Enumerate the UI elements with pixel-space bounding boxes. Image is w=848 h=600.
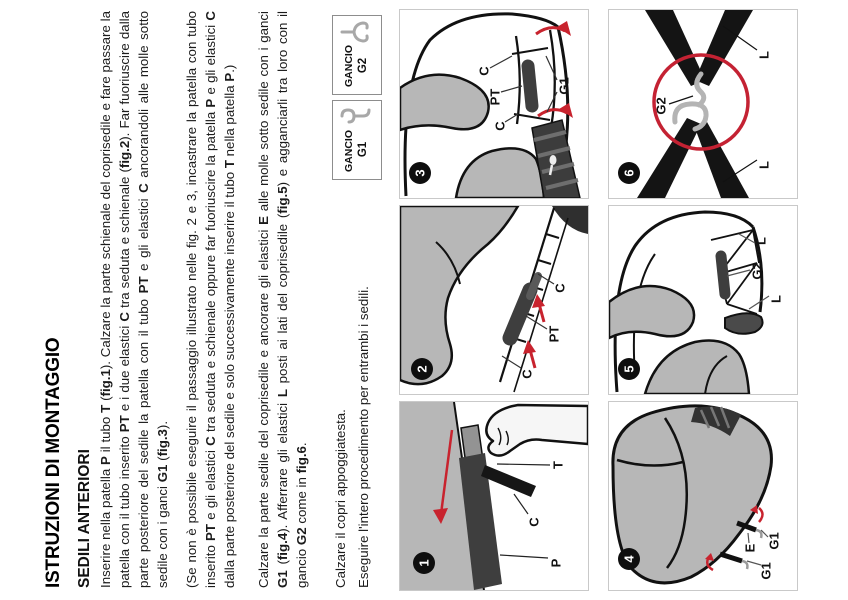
figure-illustration: [609, 206, 797, 394]
figure-number: 5: [621, 365, 637, 373]
figure-illustration: [400, 402, 588, 590]
page-title: ISTRUZIONI DI MONTAGGIO: [43, 337, 64, 588]
figure-illustration: [400, 10, 588, 198]
part-label: G1: [556, 77, 572, 95]
figure-number: 4: [621, 555, 637, 563]
figure-panel-2: [399, 205, 589, 395]
instruction-paragraph-1: Inserire nella patella P il tubo T (fig.1). Calzare la parte schienale del coprisedile e fare passare la patella con il tubo inserito PT e i due elastici C tra seduta e schienale (fig.2). Far fuoriuscire dalla parte posteriore del sedile la patella con il tubo PT e gli elastici C ancorandoli alle molle sotto sedile con i ganci G1 (fig.3).: [98, 10, 170, 588]
figure-panel-6: [608, 9, 798, 199]
part-label: L: [756, 51, 772, 59]
part-label: C: [519, 369, 535, 379]
legend-code: G2: [357, 57, 370, 74]
figure-number: 2: [414, 365, 430, 373]
part-label: C: [476, 66, 492, 76]
figure-panel-3: [399, 9, 589, 199]
part-label: L: [756, 161, 772, 169]
part-label: P: [548, 558, 564, 568]
part-label: L: [768, 295, 784, 303]
instruction-paragraph-2: (Se non è possibile eseguire il passaggio illustrato nelle fig. 2 e 3, incastrare la patella con tubo inserito PT e gli elastici C tra seduta e schienale oppure far fuoriuscire la patella P e gli elastici C dalla parte posteriore del sedile e solo successivamente inserire il tubo T nella patella P.): [184, 10, 237, 588]
legend-label: GANCIO: [343, 45, 356, 87]
figure-illustration: [609, 10, 797, 198]
figure-number: 6: [621, 169, 637, 177]
part-label: L: [753, 237, 769, 245]
figure-illustration: [609, 402, 797, 590]
instruction-paragraph-3: Calzare la parte sedile del coprisedile e ancorare gli elastici E alle molle sotto sedile con i ganci G1 (fig.4). Afferrare gli elastici L posti ai lati del coprisedile (fig.5) e agganciarli tra loro con il gancio G2 come in fig.6.: [256, 11, 309, 588]
legend-box-gancio-g1: [332, 100, 382, 180]
figure-panel-1: [399, 401, 589, 591]
part-label: G2: [653, 97, 669, 115]
part-label: T: [550, 461, 566, 469]
instruction-paragraph-4: Calzare il copri appoggiatesta.: [333, 409, 348, 588]
figure-illustration: [400, 206, 588, 394]
section-title: SEDILI ANTERIORI: [76, 449, 93, 588]
hook-legend: [332, 15, 382, 180]
legend-code: G1: [357, 141, 370, 158]
part-label: PT: [546, 325, 562, 343]
part-label: C: [552, 283, 568, 293]
part-label: C: [492, 121, 508, 131]
gancio-g2-hook-icon: [338, 20, 377, 44]
part-label: PT: [487, 88, 503, 106]
instruction-paragraph-5: Eseguire l'intero procedimento per entrambi i sedili.: [356, 286, 371, 588]
figure-number: 3: [412, 169, 428, 177]
gancio-g1-hook-icon: [338, 105, 377, 127]
part-label: G1: [758, 562, 774, 580]
legend-box-gancio-g2: [332, 15, 382, 95]
figure-panel-4: [608, 401, 798, 591]
part-label: G2: [749, 262, 765, 280]
part-label: E: [742, 543, 758, 553]
figure-number: 1: [416, 559, 432, 567]
figure-panel-5: [608, 205, 798, 395]
part-label: C: [526, 517, 542, 527]
part-label: G1: [766, 532, 782, 550]
legend-label: GANCIO: [343, 130, 356, 172]
figure-grid: [399, 9, 798, 591]
